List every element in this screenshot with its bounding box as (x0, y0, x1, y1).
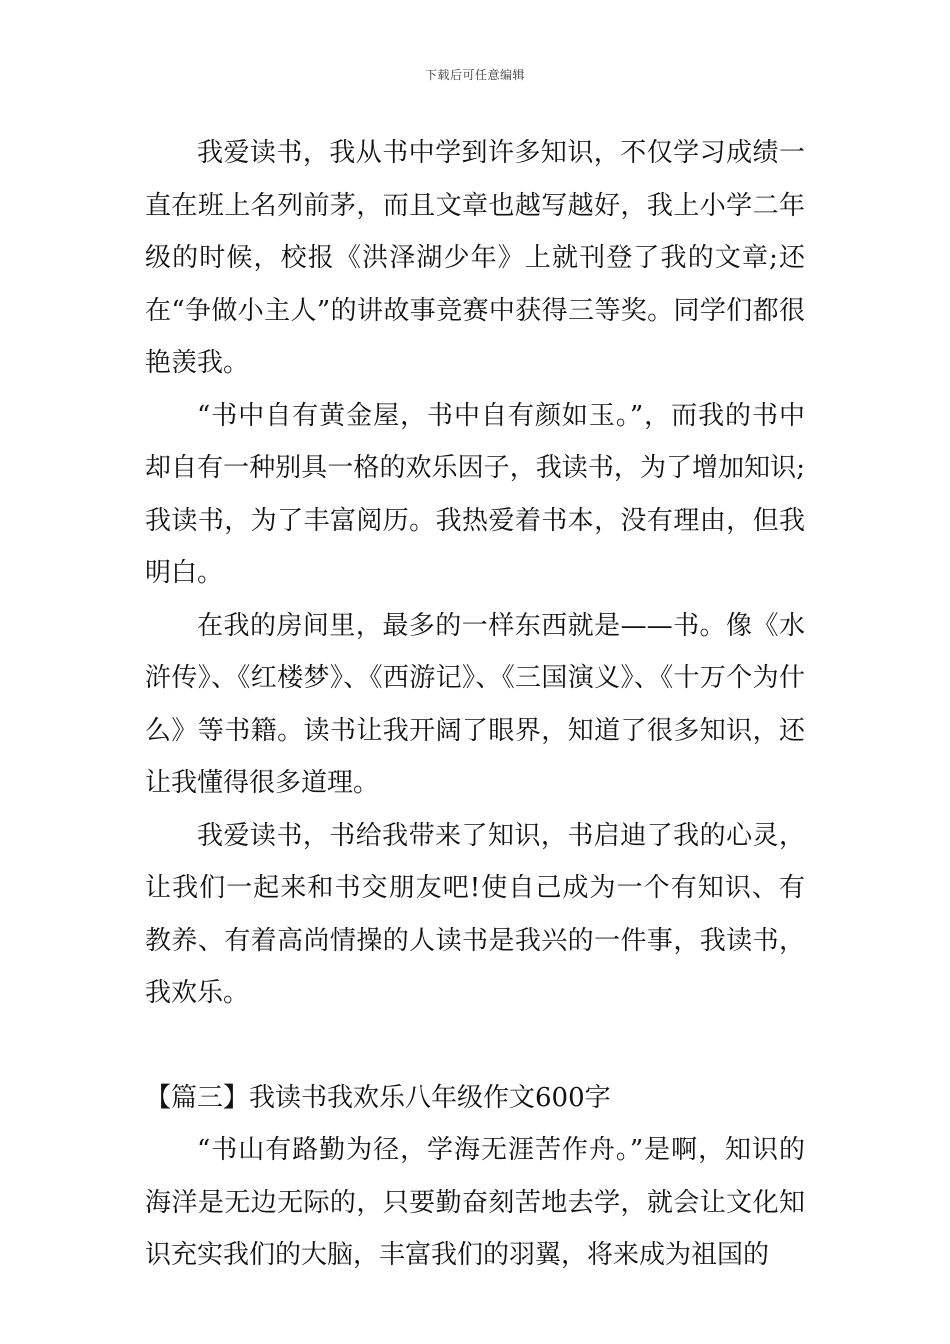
paragraph-2: “书中自有黄金屋，书中自有颜如玉。”，而我的书中却自有一种别具一格的欢乐因子，我读书，为了增加知识;我读书，为了丰富阅历。我热爱着书本，没有理由，但我明白。 (145, 400, 805, 588)
page-header-note: 下载后可任意编辑 (424, 68, 525, 82)
paragraph-3: 在我的房间里，最多的一样东西就是——书。像《水浒传》、《红楼梦》、《西游记》、《三国演义》、《十万个为什么》等书籍。读书让我开阔了眼界，知道了很多知识，还让我懂得很多道理。 (145, 610, 805, 798)
paragraph-4: 我爱读书，书给我带来了知识，书启迪了我的心灵，让我们一起来和书交朋友吧!使自己成为一个有知识、有教养、有着高尚情操的人读书是我兴的一件事，我读书，我欢乐。 (145, 820, 805, 1008)
section-paragraph-1: “书山有路勤为径，学海无涯苦作舟。”是啊，知识的海洋是无边无际的，只要勤奋刻苦地去学，就会让文化知识充实我们的大脑，丰富我们的羽翼，将来成为祖国的 (145, 1135, 805, 1270)
section-heading: 【篇三】我读书我欢乐八年级作文600字 (145, 1082, 611, 1113)
document-body (145, 127, 805, 1282)
paragraph-1: 我爱读书，我从书中学到许多知识，不仅学习成绩一直在班上名列前茅，而且文章也越写越好，我上小学二年级的时候，校报《洪泽湖少年》上就刊登了我的文章;还在“争做小主人”的讲故事竞赛中获得三等奖。同学们都很艳羡我。 (145, 138, 805, 378)
